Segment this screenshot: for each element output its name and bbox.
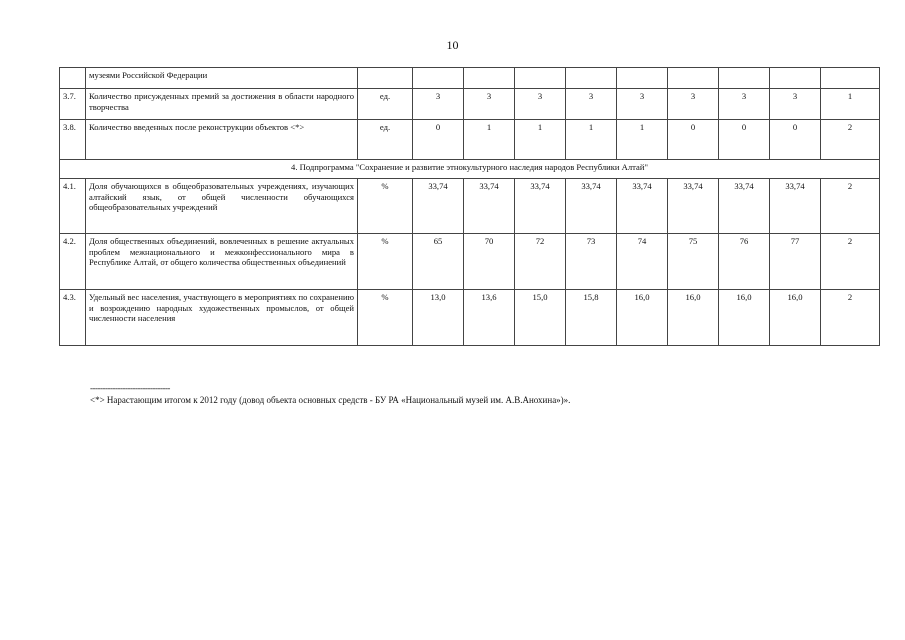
value-cell: 77 xyxy=(770,234,821,290)
footnote-separator: -------------------------------- xyxy=(90,383,170,393)
value-cell: 0 xyxy=(413,120,464,160)
unit-cell: % xyxy=(358,179,413,234)
value-cell xyxy=(719,68,770,89)
value-cell: 33,74 xyxy=(413,179,464,234)
value-cell: 33,74 xyxy=(719,179,770,234)
value-cell: 33,74 xyxy=(617,179,668,234)
value-cell: 16,0 xyxy=(770,290,821,346)
table-row xyxy=(60,290,880,346)
value-cell: 15,0 xyxy=(515,290,566,346)
value-cell: 2 xyxy=(821,120,880,160)
value-cell xyxy=(464,68,515,89)
row-number: 3.8. xyxy=(60,120,86,160)
value-cell: 15,8 xyxy=(566,290,617,346)
value-cell: 33,74 xyxy=(668,179,719,234)
value-cell: 3 xyxy=(515,89,566,120)
indicator-name: Количество присужденных премий за достижения в области народного творчества xyxy=(86,89,358,120)
value-cell: 1 xyxy=(464,120,515,160)
indicators-table xyxy=(59,67,880,346)
value-cell xyxy=(770,68,821,89)
row-number: 4.2. xyxy=(60,234,86,290)
value-cell: 3 xyxy=(413,89,464,120)
indicator-name: Количество введенных после реконструкции объектов <*> xyxy=(86,120,358,160)
indicator-name: Доля обучающихся в общеобразовательных учреждениях, изучающих алтайский язык, от общей численности обучающихся общеобразовательных учреждений xyxy=(86,179,358,234)
value-cell: 33,74 xyxy=(515,179,566,234)
unit-cell: % xyxy=(358,234,413,290)
value-cell: 65 xyxy=(413,234,464,290)
value-cell xyxy=(668,68,719,89)
table-row xyxy=(60,120,880,160)
value-cell: 1 xyxy=(515,120,566,160)
value-cell: 75 xyxy=(668,234,719,290)
value-cell xyxy=(617,68,668,89)
value-cell xyxy=(413,68,464,89)
subprogram-row xyxy=(60,160,880,179)
table-row xyxy=(60,89,880,120)
value-cell xyxy=(515,68,566,89)
value-cell: 16,0 xyxy=(719,290,770,346)
value-cell: 1 xyxy=(821,89,880,120)
page-number: 10 xyxy=(446,38,459,52)
value-cell: 16,0 xyxy=(668,290,719,346)
value-cell: 3 xyxy=(719,89,770,120)
value-cell: 70 xyxy=(464,234,515,290)
value-cell xyxy=(821,68,880,89)
indicator-name: Доля общественных объединений, вовлеченных в решение актуальных проблем межнационального и межконфессионального мира в Республике Алтай, от общего количества общественных объединений xyxy=(86,234,358,290)
table-row xyxy=(60,68,880,89)
value-cell: 3 xyxy=(617,89,668,120)
row-number xyxy=(60,68,86,89)
value-cell: 72 xyxy=(515,234,566,290)
value-cell: 3 xyxy=(668,89,719,120)
value-cell: 0 xyxy=(770,120,821,160)
value-cell: 3 xyxy=(464,89,515,120)
value-cell: 2 xyxy=(821,234,880,290)
subprogram-title: 4. Подпрограмма "Сохранение и развитие этнокультурного наследия народов Республики Алтай" xyxy=(60,160,880,179)
unit-cell xyxy=(358,68,413,89)
value-cell: 2 xyxy=(821,179,880,234)
value-cell: 74 xyxy=(617,234,668,290)
value-cell xyxy=(566,68,617,89)
value-cell: 76 xyxy=(719,234,770,290)
value-cell: 33,74 xyxy=(770,179,821,234)
value-cell: 1 xyxy=(617,120,668,160)
unit-cell: % xyxy=(358,290,413,346)
footnote-text: <*> Нарастающим итогом к 2012 году (довод объекта основных средств - БУ РА «Национальный музей им. А.В.Анохина»)». xyxy=(90,395,571,405)
value-cell: 3 xyxy=(770,89,821,120)
row-number: 4.3. xyxy=(60,290,86,346)
unit-cell: ед. xyxy=(358,89,413,120)
value-cell: 0 xyxy=(668,120,719,160)
indicator-name: музеями Российской Федерации xyxy=(86,68,358,89)
value-cell: 0 xyxy=(719,120,770,160)
value-cell: 3 xyxy=(566,89,617,120)
row-number: 3.7. xyxy=(60,89,86,120)
value-cell: 33,74 xyxy=(464,179,515,234)
value-cell: 2 xyxy=(821,290,880,346)
value-cell: 16,0 xyxy=(617,290,668,346)
row-number: 4.1. xyxy=(60,179,86,234)
unit-cell: ед. xyxy=(358,120,413,160)
value-cell: 1 xyxy=(566,120,617,160)
value-cell: 73 xyxy=(566,234,617,290)
table-row xyxy=(60,234,880,290)
value-cell: 33,74 xyxy=(566,179,617,234)
table-row xyxy=(60,179,880,234)
value-cell: 13,6 xyxy=(464,290,515,346)
value-cell: 13,0 xyxy=(413,290,464,346)
indicator-name: Удельный вес населения, участвующего в мероприятиях по сохранению и возрождению народных художественных промыслов, от общей численности населения xyxy=(86,290,358,346)
